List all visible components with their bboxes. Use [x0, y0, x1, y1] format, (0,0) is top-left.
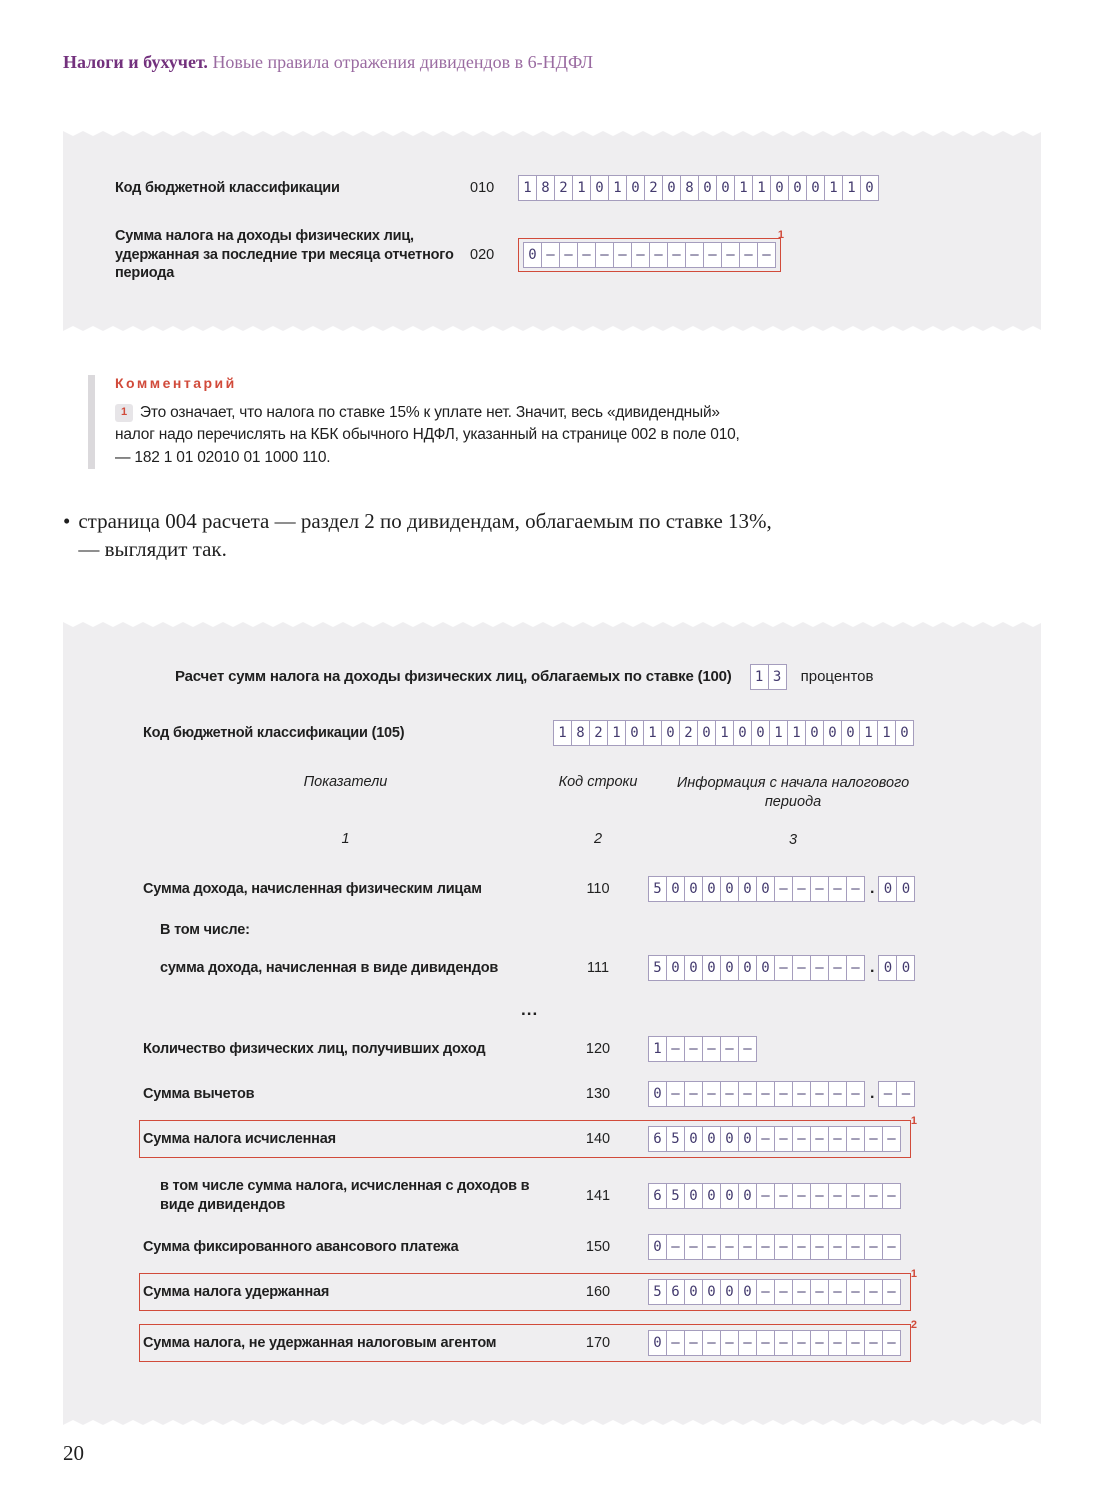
digit-cell: 0 — [625, 720, 644, 746]
column-number-3: 3 — [788, 831, 798, 848]
digit-cell: – — [864, 1279, 883, 1305]
digit-cells-111 — [648, 955, 915, 981]
digit-cell: – — [878, 1081, 897, 1107]
digit-cell: – — [792, 1330, 811, 1356]
digit-cell: – — [774, 876, 793, 902]
form-snippet-top — [63, 131, 1041, 331]
digit-cell: 0 — [788, 175, 807, 201]
digit-cell: – — [792, 1183, 811, 1209]
digit-cell: 0 — [896, 955, 915, 981]
digit-cell: – — [684, 1234, 703, 1260]
digit-cell: – — [649, 242, 668, 268]
digit-cell: – — [739, 242, 758, 268]
digit-cell: – — [720, 1036, 739, 1062]
row-label: Сумма налога на доходы физических лиц, удержанная за последние три месяца отчетного периода — [115, 228, 454, 282]
torn-edge-top — [63, 131, 1041, 141]
digit-cell: – — [882, 1126, 901, 1152]
digit-cell: – — [685, 242, 704, 268]
digit-cell: 1 — [518, 175, 537, 201]
footnote-marker: 1 — [910, 1115, 917, 1128]
digit-cell: 5 — [648, 1279, 667, 1305]
decimal-point: . — [870, 1085, 875, 1103]
column-header-indicators: Показатели — [303, 773, 388, 790]
digit-cell: 0 — [648, 1081, 667, 1107]
digit-cell: 1 — [648, 1036, 667, 1062]
torn-edge-bottom — [63, 321, 1041, 331]
digit-cell: – — [721, 242, 740, 268]
digit-cells-020 — [523, 242, 776, 268]
digit-cell: 6 — [648, 1126, 667, 1152]
digit-cell: – — [792, 1126, 811, 1152]
form-row-010 — [115, 175, 1001, 201]
digit-cell: 0 — [751, 720, 770, 746]
row-label: Сумма налога удержанная — [143, 1283, 330, 1300]
row-label: Сумма дохода, начисленная физическим лицам — [143, 881, 482, 897]
digit-cell: – — [757, 242, 776, 268]
column-header-line-code: Код строки — [558, 773, 638, 790]
digit-cell: 0 — [702, 955, 721, 981]
digit-cell: 1 — [769, 720, 788, 746]
digit-cell: 0 — [738, 1279, 757, 1305]
row-label: Код бюджетной классификации (105) — [143, 724, 405, 741]
digit-cell: 8 — [536, 175, 555, 201]
sub-label-row — [143, 921, 548, 940]
digit-cell: 2 — [679, 720, 698, 746]
digit-cell: – — [810, 1126, 829, 1152]
digit-cell: 0 — [770, 175, 789, 201]
digit-cell: 0 — [684, 1279, 703, 1305]
digit-cell: 1 — [859, 720, 878, 746]
digit-cell: 6 — [666, 1279, 685, 1305]
digit-cell: – — [864, 1330, 883, 1356]
digit-cell: 0 — [648, 1330, 667, 1356]
digit-cell: – — [684, 1081, 703, 1107]
digit-cell: – — [774, 955, 793, 981]
digit-cell: 0 — [738, 1183, 757, 1209]
digit-cell: 5 — [648, 955, 667, 981]
comment-text — [115, 402, 755, 469]
digit-cells-150 — [648, 1234, 901, 1260]
digit-cell: 0 — [702, 876, 721, 902]
digit-cell: 2 — [554, 175, 573, 201]
digit-cell: – — [846, 1183, 865, 1209]
table-column-numbers — [143, 831, 1011, 851]
digit-cell: – — [810, 955, 829, 981]
row-label: сумма дохода, начисленная в виде дивидендов — [160, 959, 499, 976]
digit-cell: 8 — [571, 720, 590, 746]
digit-cells-141 — [648, 1183, 901, 1209]
column-number-1: 1 — [341, 830, 350, 847]
digit-cell: 0 — [523, 242, 542, 268]
digit-cell: – — [738, 1330, 757, 1356]
digit-cell: – — [595, 242, 614, 268]
digit-cell: – — [792, 955, 811, 981]
digit-cell: – — [720, 1081, 739, 1107]
torn-edge-bottom — [63, 1415, 1041, 1425]
footnote-marker: 1 — [910, 1267, 917, 1280]
row-label: В том числе: — [160, 922, 250, 939]
comment-block — [88, 375, 1041, 469]
digit-cell: 5 — [648, 876, 667, 902]
form-row-160 — [143, 1267, 917, 1305]
digit-cell: – — [810, 876, 829, 902]
digit-cell: 1 — [787, 720, 806, 746]
highlight-outline — [518, 228, 784, 272]
row-code: 170 — [585, 1334, 611, 1351]
digit-cell: – — [756, 1081, 775, 1107]
row-code: 110 — [586, 881, 610, 898]
digit-cell: 0 — [684, 876, 703, 902]
digit-cell: – — [559, 242, 578, 268]
digit-cell: – — [703, 242, 722, 268]
digit-cell: 0 — [720, 1279, 739, 1305]
digit-cell: 0 — [720, 876, 739, 902]
digit-cell: – — [828, 1234, 847, 1260]
digit-cell: 1 — [750, 664, 769, 690]
digit-cell: – — [684, 1036, 703, 1062]
digit-cell: – — [684, 1330, 703, 1356]
digit-cell: – — [896, 1081, 915, 1107]
digit-cell: – — [666, 1234, 685, 1260]
digit-cell: – — [882, 1234, 901, 1260]
intro-bullet — [63, 507, 783, 564]
form2-rows — [143, 876, 1011, 1356]
row-label: Сумма налога, не удержанная налоговым агентом — [143, 1334, 497, 1351]
digit-cell: – — [810, 1183, 829, 1209]
form-row-120 — [143, 1036, 757, 1062]
digit-cell: 1 — [715, 720, 734, 746]
digit-cell: – — [774, 1126, 793, 1152]
digit-cell: – — [864, 1234, 883, 1260]
rate-suffix: процентов — [800, 668, 874, 686]
row-code: 111 — [586, 960, 610, 977]
column-number-2: 2 — [593, 830, 603, 847]
row-code: 160 — [585, 1283, 611, 1300]
digit-cell: – — [756, 1330, 775, 1356]
column-header-info: Информация с начала налогового периода — [676, 774, 910, 811]
digit-cell: – — [738, 1036, 757, 1062]
digit-cell: – — [846, 1279, 865, 1305]
digit-cell: – — [810, 1330, 829, 1356]
digit-cell: 0 — [684, 955, 703, 981]
digit-cells-010 — [518, 175, 879, 201]
bullet-text: страница 004 расчета — раздел 2 по дивидендам, облагаемым по ставке 13%, — выглядит так. — [78, 509, 772, 562]
digit-cell: 0 — [648, 1234, 667, 1260]
digit-cell: 1 — [752, 175, 771, 201]
digit-cell: 0 — [702, 1126, 721, 1152]
digit-cell: – — [738, 1081, 757, 1107]
digit-cell: – — [738, 1234, 757, 1260]
digit-cell: 0 — [841, 720, 860, 746]
form-row-110 — [143, 876, 915, 902]
digit-cell: – — [828, 876, 847, 902]
digit-cell: – — [828, 1081, 847, 1107]
digit-cell: 8 — [680, 175, 699, 201]
digit-cell: 1 — [607, 720, 626, 746]
row-label: Код бюджетной классификации — [115, 179, 340, 196]
digit-cells-160 — [648, 1279, 901, 1305]
torn-edge-top — [63, 622, 1041, 632]
row-label: в том числе сумма налога, исчисленная с доходов в виде дивидендов — [160, 1178, 530, 1214]
page-header — [63, 52, 1041, 73]
comment-body-text: Это означает, что налога по ставке 15% к уплате нет. Значит, весь «дивидендный» налог надо перечислять на КБК обычного НДФЛ, указанный на странице 002 в поле 010, — 182 1 01 02010 01 1000 110. — [115, 403, 740, 466]
row-code: 010 — [470, 180, 495, 196]
digit-cell: – — [720, 1330, 739, 1356]
digit-cell: – — [882, 1279, 901, 1305]
digit-cell: 0 — [698, 175, 717, 201]
digit-cell: 0 — [720, 1126, 739, 1152]
digit-cell: – — [792, 1279, 811, 1305]
digit-cell: 0 — [626, 175, 645, 201]
digit-cells-140 — [648, 1126, 901, 1152]
digit-cell: 3 — [768, 664, 787, 690]
digit-cell: – — [756, 1279, 775, 1305]
form-row-150 — [143, 1234, 901, 1260]
digit-cell: – — [846, 955, 865, 981]
row-label: Сумма фиксированного авансового платежа — [143, 1238, 459, 1255]
digit-cell: 0 — [860, 175, 879, 201]
digit-cell: – — [846, 1126, 865, 1152]
digit-cell: – — [864, 1183, 883, 1209]
form-row-105 — [143, 720, 1011, 746]
digit-cell: – — [810, 1234, 829, 1260]
digit-cell: 0 — [805, 720, 824, 746]
digit-cell: – — [828, 1330, 847, 1356]
rate-digit-cells — [750, 664, 787, 690]
form-row-170 — [143, 1318, 917, 1356]
digit-cell: 0 — [823, 720, 842, 746]
comment-title: Комментарий — [115, 374, 237, 391]
digit-cell: – — [810, 1081, 829, 1107]
digit-cell: 1 — [572, 175, 591, 201]
digit-cell: 0 — [738, 1126, 757, 1152]
digit-cell: 1 — [824, 175, 843, 201]
section-title: Налоги и бухучет. — [63, 52, 208, 72]
digit-cell: 1 — [608, 175, 627, 201]
digit-cell: 2 — [589, 720, 608, 746]
digit-cell: 0 — [720, 955, 739, 981]
digit-cell: 1 — [553, 720, 572, 746]
digit-cell: 0 — [738, 876, 757, 902]
digit-cell: 0 — [702, 1183, 721, 1209]
form-row-130 — [143, 1081, 915, 1107]
digit-cell: 1 — [643, 720, 662, 746]
digit-cells-120 — [648, 1036, 757, 1062]
digit-cell: – — [774, 1279, 793, 1305]
digit-cell: – — [702, 1234, 721, 1260]
decimal-point: . — [870, 959, 875, 977]
digit-cells-170 — [648, 1330, 901, 1356]
digit-cell: – — [702, 1081, 721, 1107]
digit-cell: – — [774, 1234, 793, 1260]
digit-cell: 0 — [684, 1126, 703, 1152]
row-label: Сумма налога исчисленная — [143, 1130, 336, 1147]
digit-cell: 0 — [590, 175, 609, 201]
digit-cell: 0 — [661, 720, 680, 746]
footnote-marker: 1 — [777, 228, 784, 241]
digit-cell: – — [613, 242, 632, 268]
row-label: Сумма вычетов — [143, 1085, 255, 1102]
digit-cell: – — [774, 1183, 793, 1209]
digit-cell: – — [792, 1234, 811, 1260]
ellipsis-row: ... — [521, 1000, 539, 1020]
digit-cell: – — [846, 1330, 865, 1356]
digit-cell: – — [828, 1279, 847, 1305]
row-label: Количество физических лиц, получивших доход — [143, 1040, 486, 1057]
digit-cell: – — [720, 1234, 739, 1260]
digit-cell: 0 — [878, 955, 897, 981]
form2-title: Расчет сумм налога на доходы физических лиц, облагаемых по ставке (100) — [175, 668, 732, 686]
digit-cell: 0 — [806, 175, 825, 201]
digit-cell: – — [631, 242, 650, 268]
digit-cells-130 — [648, 1081, 915, 1107]
digit-cells-110 — [648, 876, 915, 902]
digit-cell: – — [882, 1330, 901, 1356]
bullet-icon: • — [63, 509, 71, 534]
row-code: 130 — [585, 1086, 611, 1103]
form2-title-row — [175, 664, 1011, 690]
digit-cells-105 — [553, 720, 914, 746]
digit-cell: 0 — [666, 876, 685, 902]
digit-cell: – — [756, 1183, 775, 1209]
form-page-004 — [63, 622, 1041, 1425]
digit-cell: – — [846, 1081, 865, 1107]
article-title: Новые правила отражения дивидендов в 6-НДФЛ — [212, 52, 594, 72]
digit-cell: – — [666, 1330, 685, 1356]
digit-cell: 0 — [720, 1183, 739, 1209]
digit-cell: 0 — [716, 175, 735, 201]
digit-cell: – — [541, 242, 560, 268]
digit-cell: 0 — [666, 955, 685, 981]
digit-cell: – — [666, 1036, 685, 1062]
digit-cell: 2 — [644, 175, 663, 201]
digit-cell: – — [882, 1183, 901, 1209]
digit-cell: – — [828, 1126, 847, 1152]
digit-cell: – — [666, 1081, 685, 1107]
comment-sidebar-rule — [88, 375, 95, 469]
digit-cell: – — [846, 876, 865, 902]
digit-cell: – — [846, 1234, 865, 1260]
digit-cell: – — [702, 1036, 721, 1062]
digit-cell: – — [577, 242, 596, 268]
digit-cell: – — [810, 1279, 829, 1305]
digit-cell: 5 — [666, 1183, 685, 1209]
digit-cell: 0 — [896, 876, 915, 902]
digit-cell: 0 — [733, 720, 752, 746]
digit-cell: 1 — [842, 175, 861, 201]
digit-cell: 0 — [756, 955, 775, 981]
digit-cell: – — [828, 955, 847, 981]
footnote-marker: 2 — [910, 1318, 917, 1331]
digit-cell: 0 — [684, 1183, 703, 1209]
digit-cell: – — [756, 1126, 775, 1152]
digit-cell: – — [667, 242, 686, 268]
form-row-020 — [115, 227, 1001, 283]
digit-cell: – — [774, 1330, 793, 1356]
digit-cell: 0 — [697, 720, 716, 746]
digit-cell: 0 — [662, 175, 681, 201]
digit-cell: – — [828, 1183, 847, 1209]
form-row-111 — [143, 955, 915, 981]
table-column-headers — [143, 774, 1011, 813]
digit-cell: 0 — [878, 876, 897, 902]
row-code: 120 — [585, 1041, 611, 1058]
form-row-141 — [143, 1177, 901, 1215]
digit-cell: 5 — [666, 1126, 685, 1152]
digit-cell: – — [756, 1234, 775, 1260]
digit-cell: 0 — [738, 955, 757, 981]
row-code: 141 — [585, 1188, 611, 1205]
form-row-140 — [143, 1115, 917, 1152]
footnote-ref-badge: 1 — [115, 404, 133, 422]
row-code: 140 — [585, 1131, 611, 1148]
digit-cell: 1 — [734, 175, 753, 201]
digit-cell: – — [792, 876, 811, 902]
digit-cell: – — [702, 1330, 721, 1356]
row-code: 020 — [470, 246, 495, 263]
row-code: 150 — [585, 1238, 611, 1255]
digit-cell: 1 — [877, 720, 896, 746]
digit-cell: 0 — [756, 876, 775, 902]
digit-cell: – — [774, 1081, 793, 1107]
digit-cell: – — [864, 1126, 883, 1152]
decimal-point: . — [870, 880, 875, 898]
page-number: 20 — [63, 1441, 84, 1465]
digit-cell: 0 — [702, 1279, 721, 1305]
digit-cell: – — [792, 1081, 811, 1107]
digit-cell: 0 — [895, 720, 914, 746]
digit-cell: 6 — [648, 1183, 667, 1209]
